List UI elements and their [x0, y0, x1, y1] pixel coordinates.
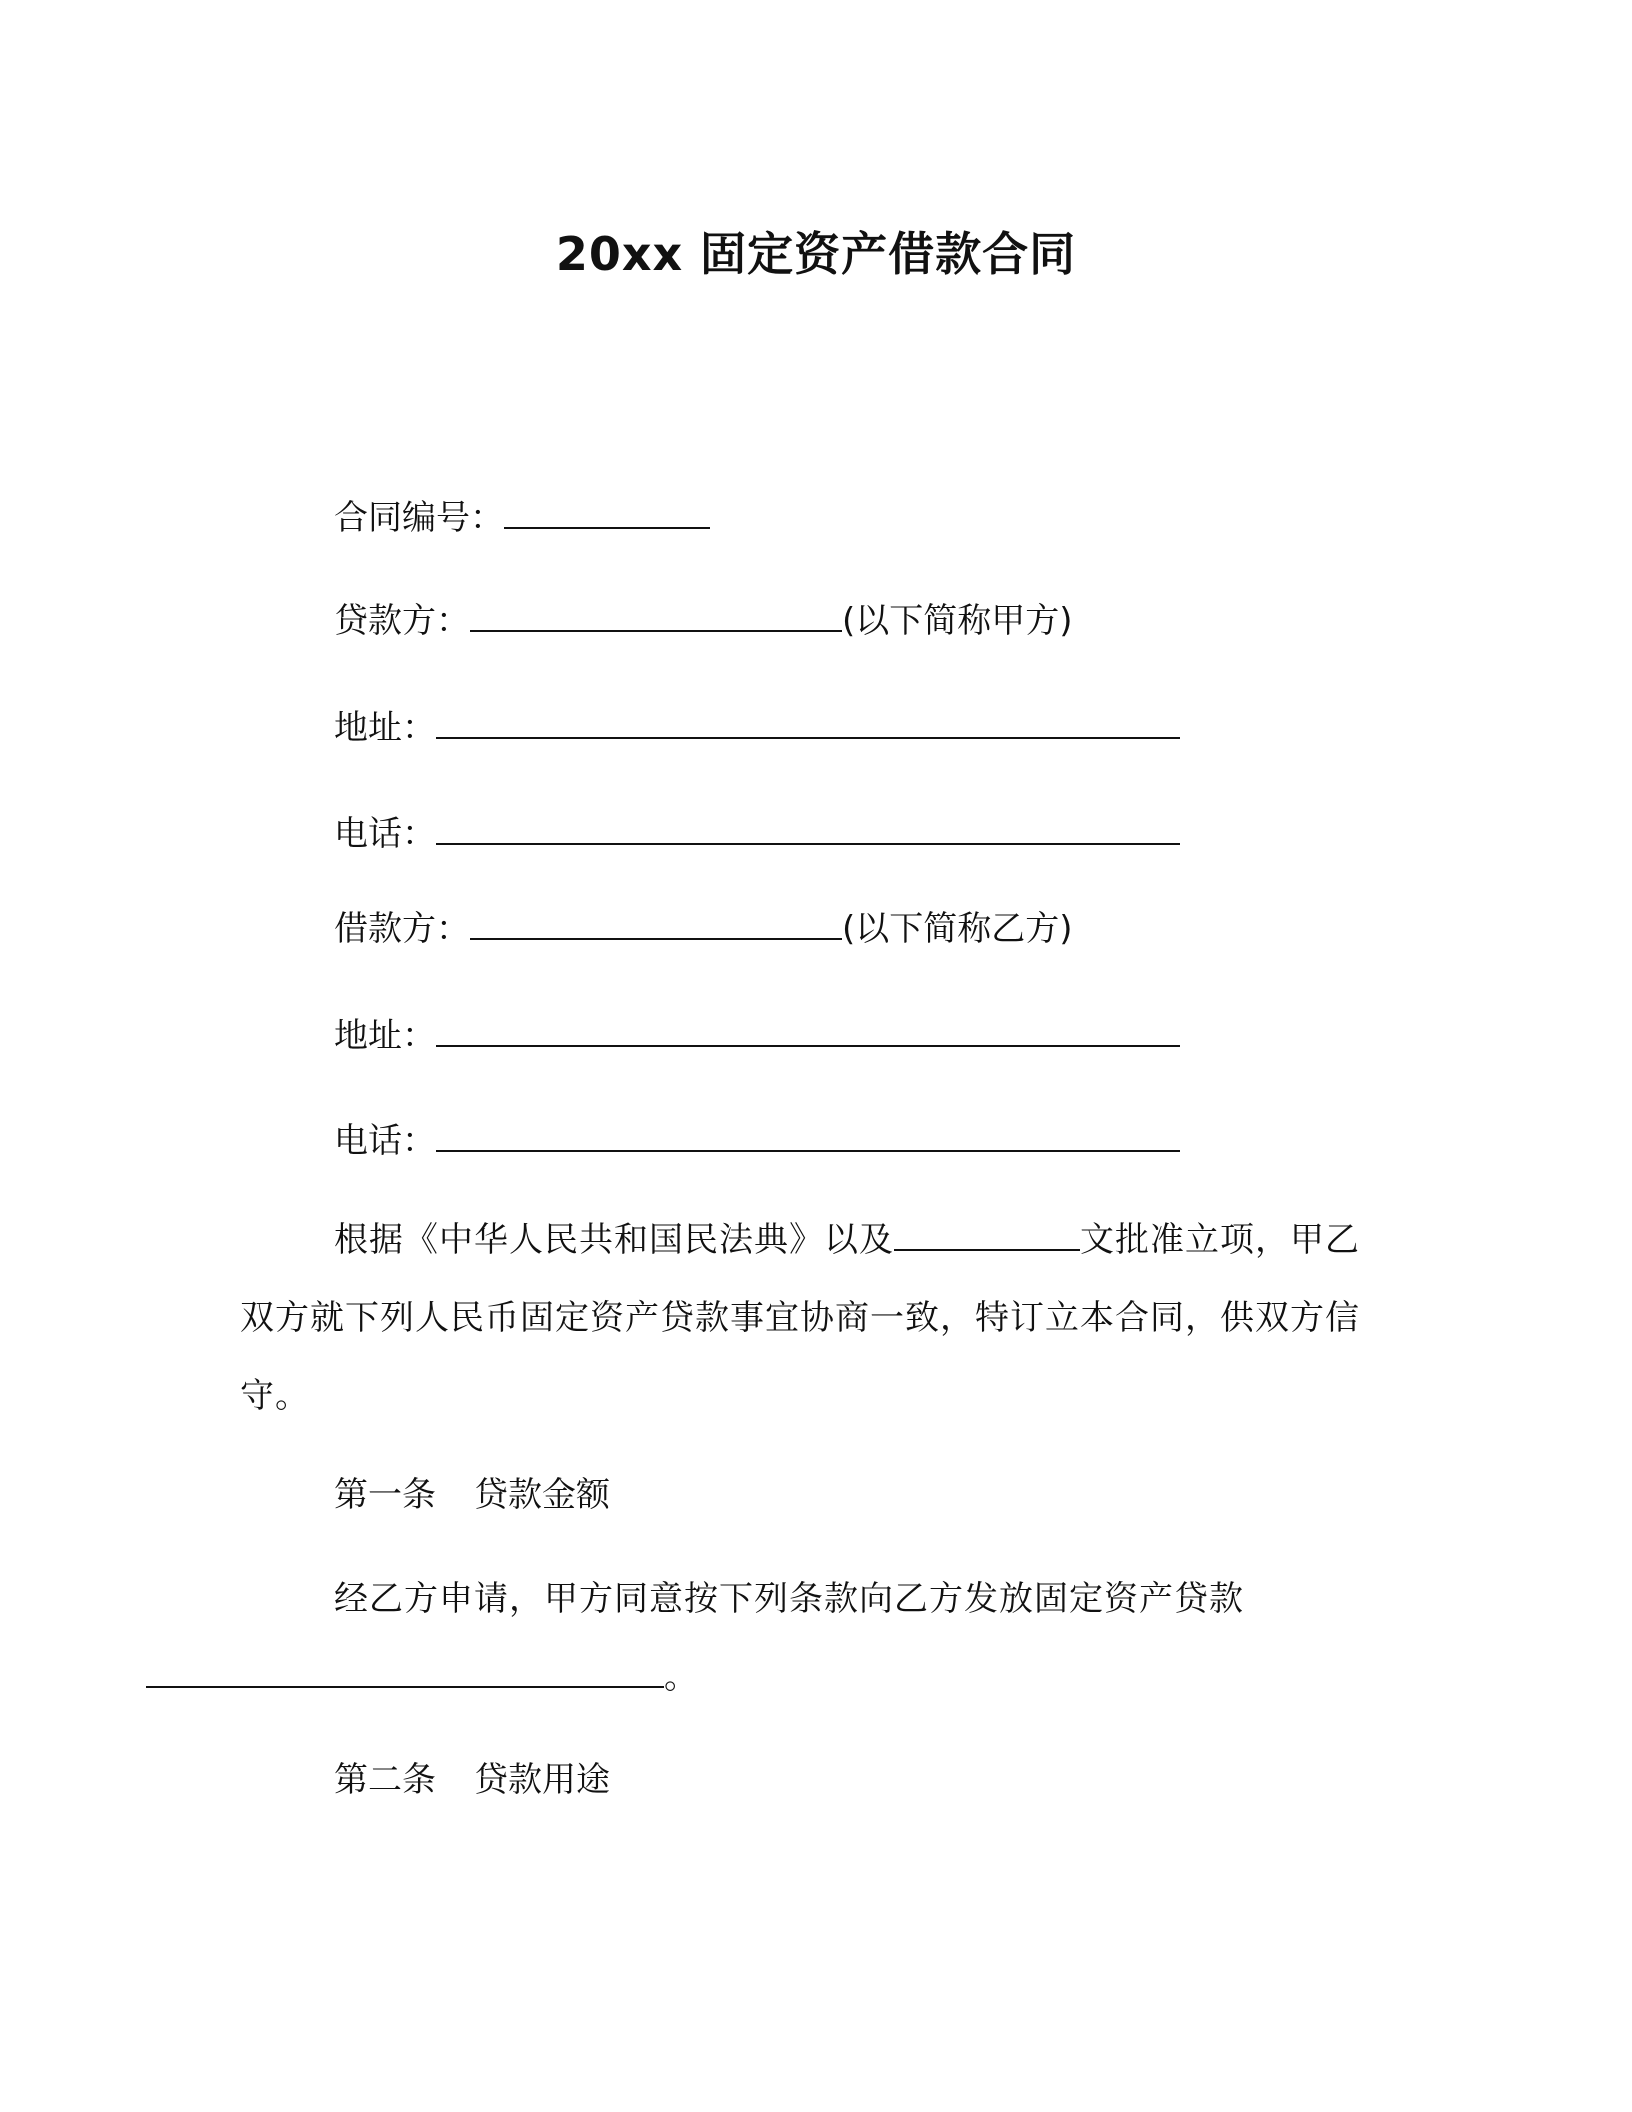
- loan-amount-blank[interactable]: [146, 1656, 664, 1688]
- lender-suffix: (以下简称甲方): [842, 601, 1073, 641]
- borrower-address-blank[interactable]: [436, 1015, 1180, 1047]
- lender-blank[interactable]: [470, 600, 842, 632]
- lender-phone-line: [334, 813, 1180, 854]
- lender-phone-label: 电话：: [334, 814, 436, 854]
- borrower-phone-blank[interactable]: [436, 1120, 1180, 1152]
- contract-number-blank[interactable]: [504, 497, 710, 529]
- article-1-name: 贷款金额: [474, 1475, 610, 1515]
- article-1-text: 经乙方申请，甲方同意按下列条款向乙方发放固定资产贷款: [334, 1579, 1244, 1619]
- document-title: 20xx 固定资产借款合同: [555, 227, 1077, 281]
- lender-line: [334, 600, 1073, 641]
- borrower-label: 借款方：: [334, 909, 470, 949]
- article-2-name: 贷款用途: [474, 1760, 610, 1800]
- approval-doc-blank[interactable]: [894, 1219, 1080, 1251]
- article-1-heading: [334, 1475, 610, 1515]
- lender-address-line: [334, 707, 1180, 748]
- borrower-phone-label: 电话：: [334, 1121, 436, 1161]
- article-1-number: 第一条: [334, 1475, 436, 1515]
- lender-label: 贷款方：: [334, 601, 470, 641]
- lender-phone-blank[interactable]: [436, 813, 1180, 845]
- borrower-phone-line: [334, 1120, 1180, 1161]
- borrower-suffix: (以下简称乙方): [842, 909, 1073, 949]
- article-1-paragraph: [240, 1560, 1390, 1716]
- lender-address-label: 地址：: [334, 708, 436, 748]
- article-2-number: 第二条: [334, 1760, 436, 1800]
- lender-address-blank[interactable]: [436, 707, 1180, 739]
- article-1-end: 。: [664, 1657, 699, 1697]
- borrower-blank[interactable]: [470, 908, 842, 940]
- borrower-address-label: 地址：: [334, 1016, 436, 1056]
- intro-part2: 文批准立项，甲乙双方就下列人民币固定资产贷款事宜协商一致，特订立本合同，供双方信守。: [240, 1220, 1360, 1416]
- borrower-line: [334, 908, 1073, 949]
- article-2-heading: [334, 1760, 610, 1800]
- intro-part1: 根据《中华人民共和国民法典》以及: [334, 1220, 894, 1260]
- contract-number-line: [334, 497, 710, 538]
- borrower-address-line: [334, 1015, 1180, 1056]
- intro-paragraph: [240, 1201, 1390, 1435]
- contract-number-label: 合同编号：: [334, 498, 504, 538]
